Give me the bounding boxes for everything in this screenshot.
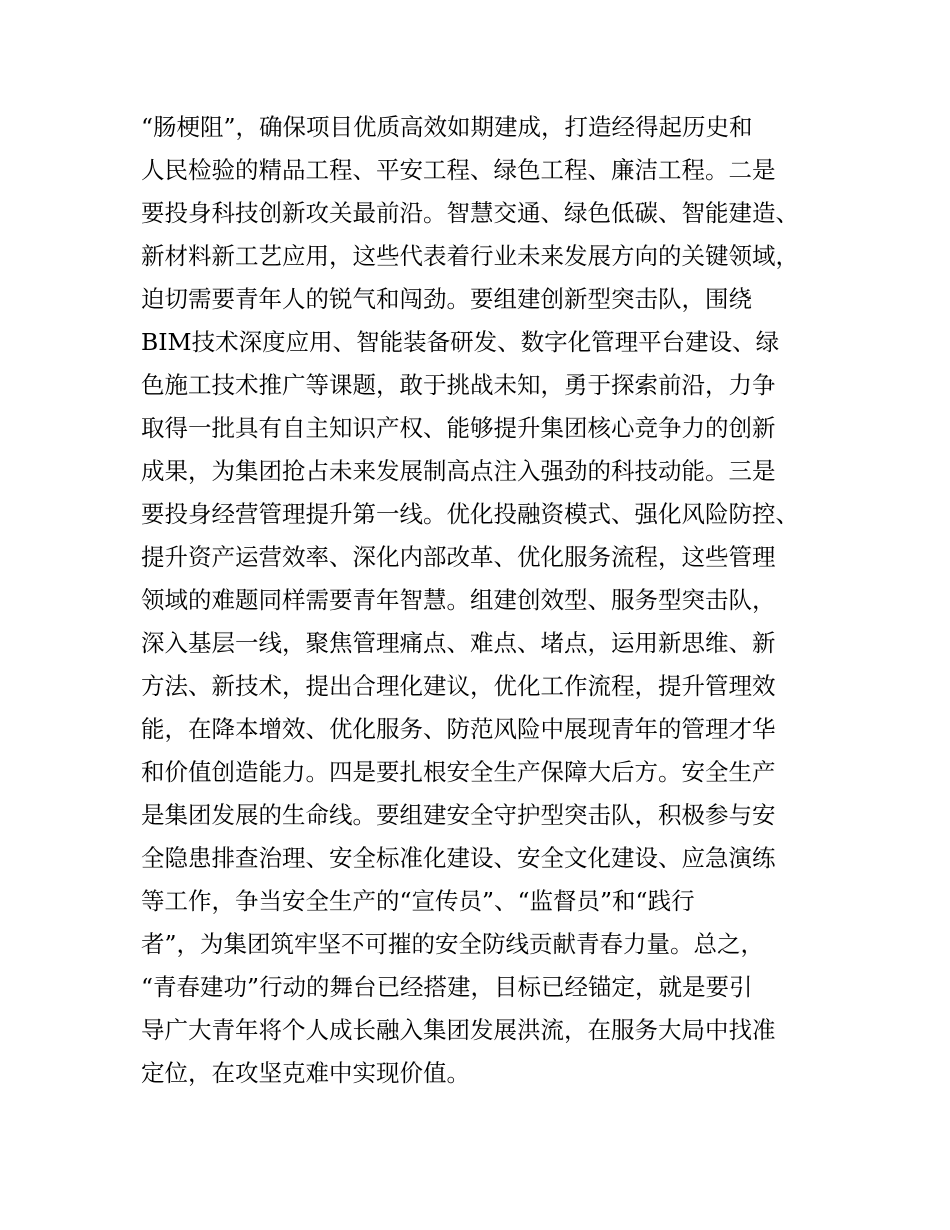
text-line: 迫切需要青年人的锐气和闯劲。要组建创新型突击队，围绕 bbox=[141, 285, 752, 313]
text-line: 色施工技术推广等课题，敢于挑战未知，勇于探索前沿，力争 bbox=[141, 371, 776, 399]
text-line: 成果，为集团抢占未来发展制高点注入强劲的科技动能。三是 bbox=[141, 457, 776, 485]
text-line: 和价值创造能力。四是要扎根安全生产保障大后方。安全生产 bbox=[141, 758, 776, 786]
text-line: 定位，在攻坚克难中实现价值。 bbox=[141, 1059, 470, 1087]
text-line: “青春建功”行动的舞台已经搭建，目标已经锚定，就是要引 bbox=[141, 973, 753, 1001]
text-line: 要投身科技创新攻关最前沿。智慧交通、绿色低碳、智能建造、 bbox=[141, 199, 799, 227]
text-line: 深入基层一线，聚焦管理痛点、难点、堵点，运用新思维、新 bbox=[141, 629, 776, 657]
text-line: 取得一批具有自主知识产权、能够提升集团核心竞争力的创新 bbox=[141, 414, 776, 442]
text-line: 人民检验的精品工程、平安工程、绿色工程、廉洁工程。二是 bbox=[141, 156, 776, 184]
text-line: BIM技术深度应用、智能装备研发、数字化管理平台建设、绿 bbox=[141, 328, 780, 356]
text-line: 导广大青年将个人成长融入集团发展洪流，在服务大局中找准 bbox=[141, 1016, 776, 1044]
text-line: 者”，为集团筑牢坚不可摧的安全防线贡献青春力量。总之， bbox=[141, 930, 765, 958]
text-line: 要投身经营管理提升第一线。优化投融资模式、强化风险防控、 bbox=[141, 500, 799, 528]
text-line: 全隐患排查治理、安全标准化建设、安全文化建设、应急演练 bbox=[141, 844, 776, 872]
text-line: 方法、新技术，提出合理化建议，优化工作流程，提升管理效 bbox=[141, 672, 776, 700]
text-line: 提升资产运营效率、深化内部改革、优化服务流程，这些管理 bbox=[141, 543, 776, 571]
text-line: 新材料新工艺应用，这些代表着行业未来发展方向的关键领域， bbox=[141, 242, 799, 270]
text-line: 领域的难题同样需要青年智慧。组建创效型、服务型突击队， bbox=[141, 586, 776, 614]
text-line: 是集团发展的生命线。要组建安全守护型突击队，积极参与安 bbox=[141, 801, 776, 829]
text-line: 能，在降本增效、优化服务、防范风险中展现青年的管理才华 bbox=[141, 715, 776, 743]
body-paragraph bbox=[141, 106, 841, 1095]
text-line: 等工作，争当安全生产的“宣传员”、“监督员”和“践行 bbox=[141, 887, 695, 915]
text-line: “肠梗阻”，确保项目优质高效如期建成，打造经得起历史和 bbox=[141, 113, 753, 141]
